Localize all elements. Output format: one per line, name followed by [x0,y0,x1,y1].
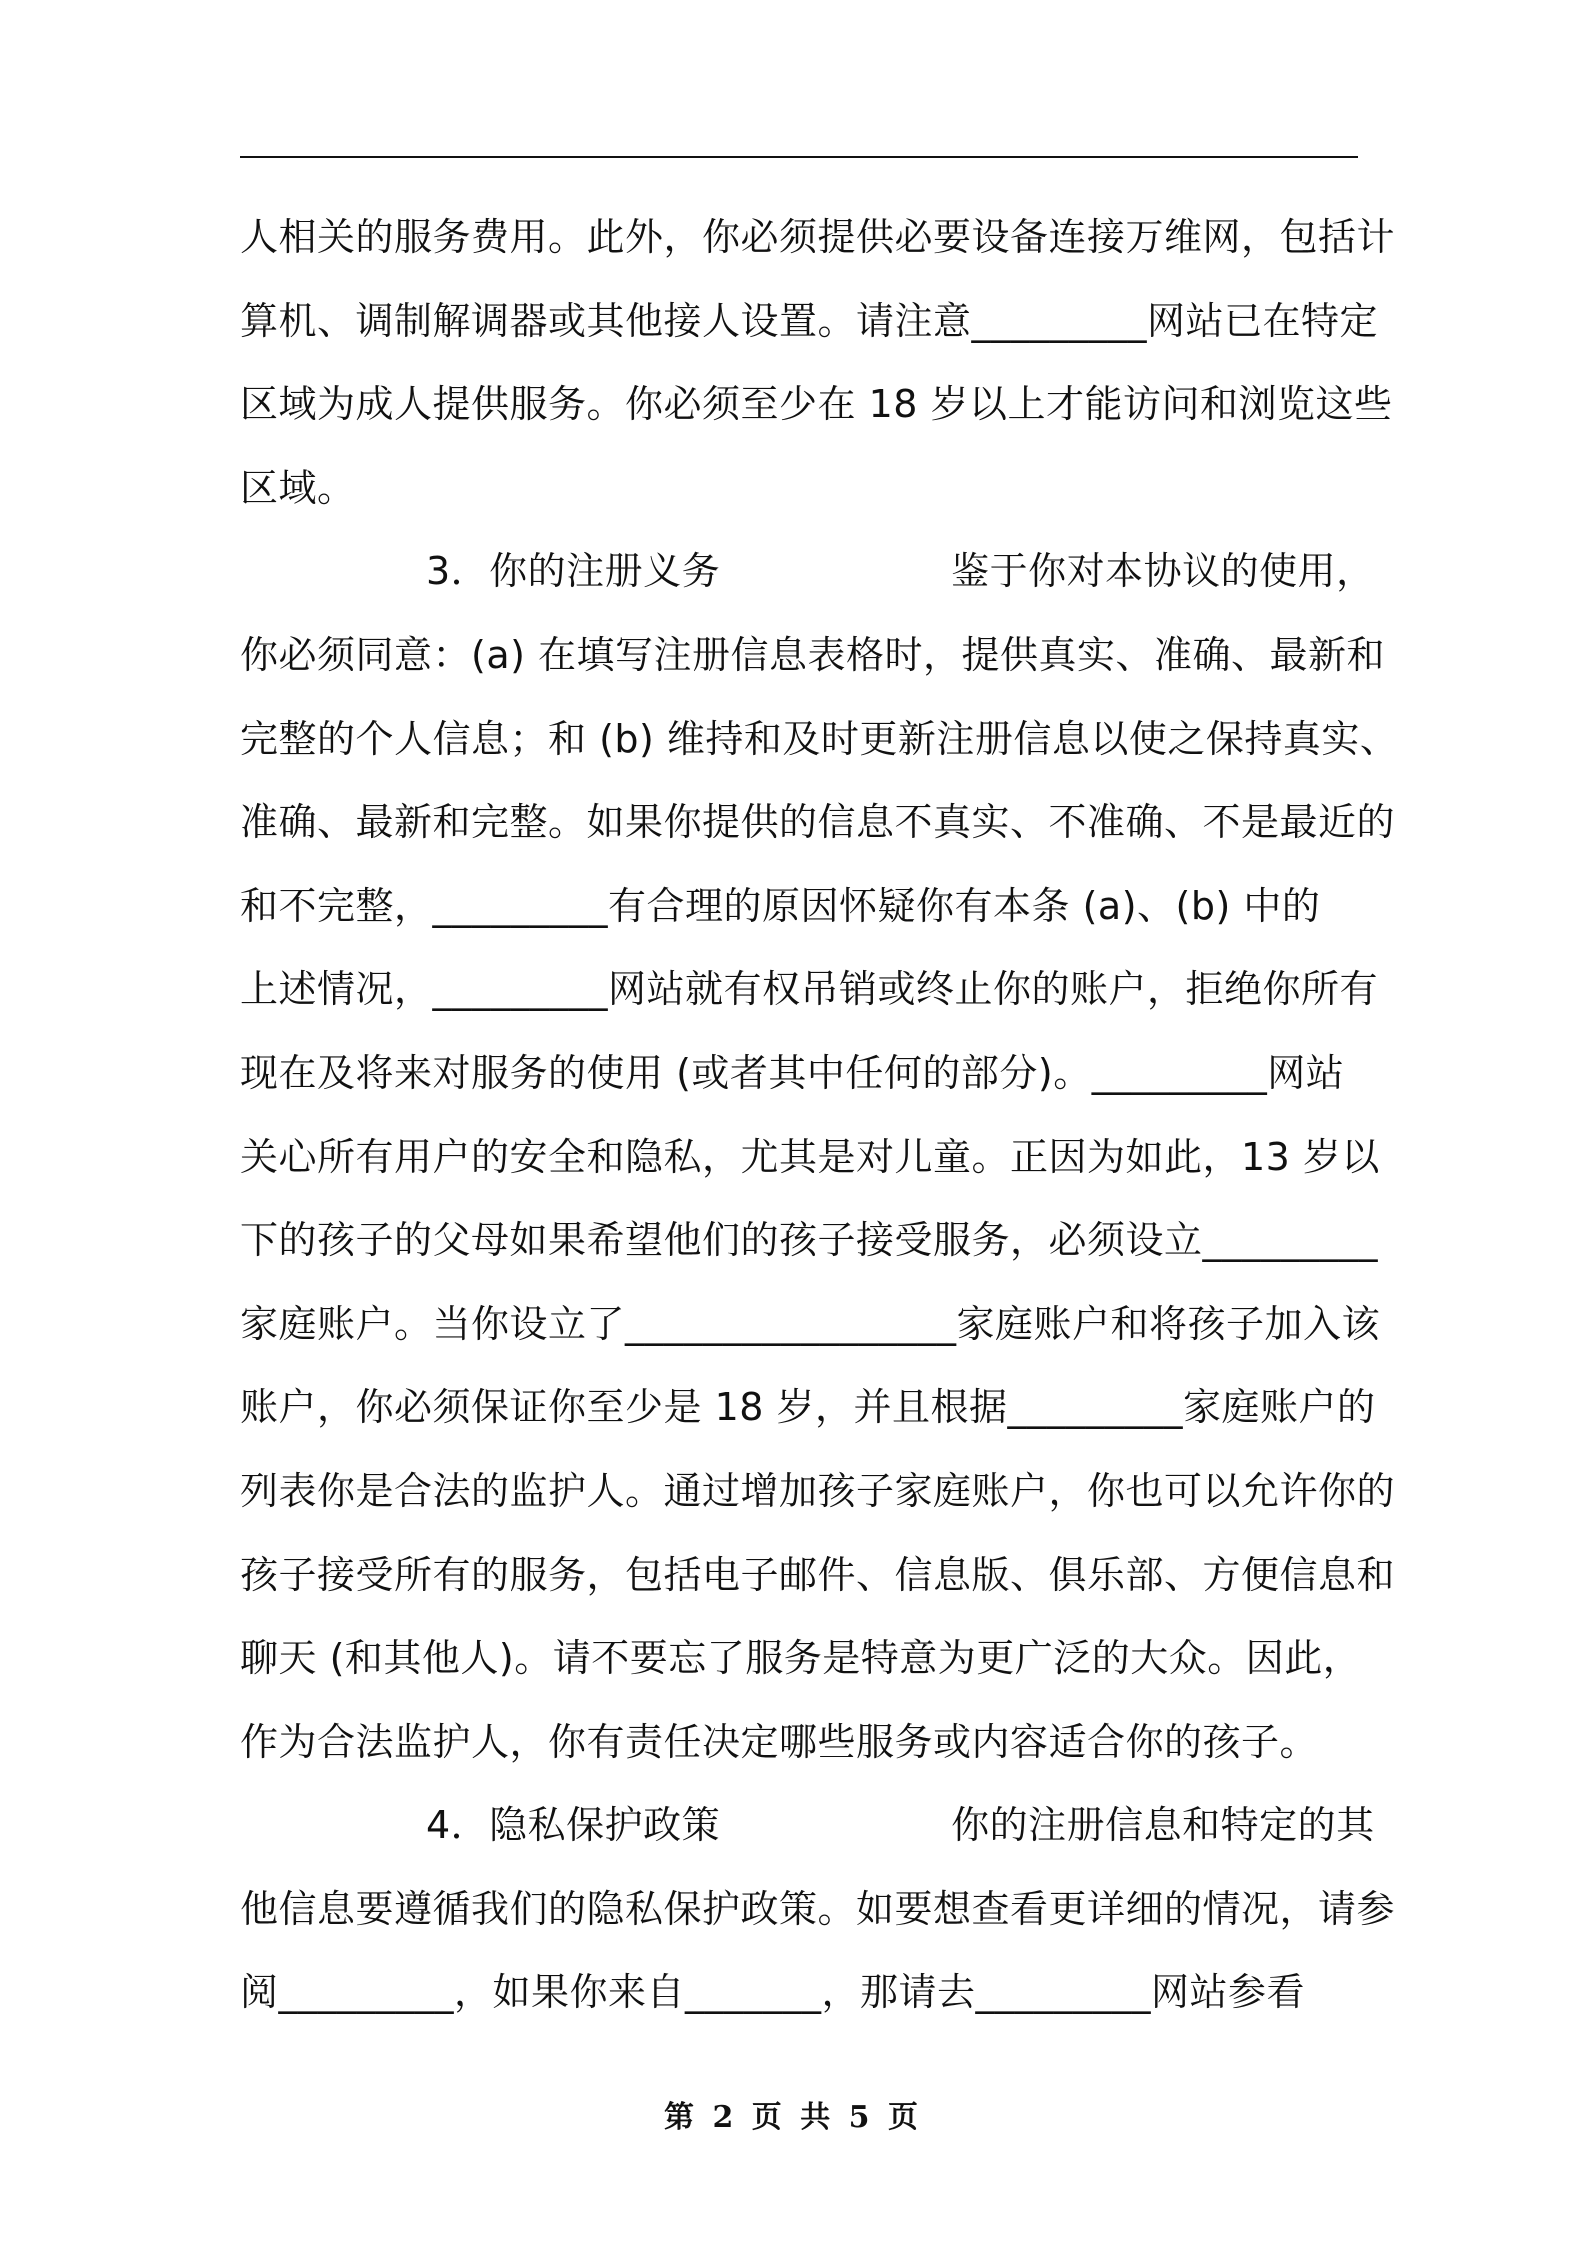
text-line: 作为合法监护人，你有责任决定哪些服务或内容适合你的孩子。 [240,1719,1319,1764]
text-line: 下的孩子的父母如果希望他们的孩子接受服务，必须设立_________ [240,1218,1379,1263]
text-line: 和不完整，_________有合理的原因怀疑你有本条 (a)、(b) 中的 [240,883,1321,928]
text-line: 区域。 [240,465,356,510]
text-line: 算机、调制解调器或其他接人设置。请注意_________网站已在特定 [240,298,1379,343]
text-line: 孩子接受所有的服务，包括电子邮件、信息版、俱乐部、方便信息和 [240,1552,1396,1597]
text-line: 现在及将来对服务的使用 (或者其中任何的部分)。_________网站 [240,1050,1345,1095]
text-line: 列表你是合法的监护人。通过增加孩子家庭账户，你也可以允许你的 [240,1468,1396,1513]
text-line: 聊天 (和其他人)。请不要忘了服务是特意为更广泛的大众。因此， [240,1636,1362,1681]
text-line: 阅_________，如果你来自_______，那请去_________网站参看 [240,1970,1306,2015]
text-line: 他信息要遵循我们的隐私保护政策。如要想查看更详细的情况，请参 [240,1886,1396,1931]
page-number: 第 2 页 共 5 页 [664,2100,922,2135]
document-body [240,196,1399,2035]
text-line: 账户，你必须保证你至少是 18 岁，并且根据_________家庭账户的 [240,1385,1376,1430]
text-line: 家庭账户。当你设立了_________________家庭账户和将孩子加入该 [240,1301,1381,1346]
text-line: 关心所有用户的安全和隐私，尤其是对儿童。正因为如此，13 岁以 [240,1134,1380,1179]
text-line: 完整的个人信息；和 (b) 维持和及时更新注册信息以使之保持真实、 [240,716,1399,761]
text-line: 你必须同意：(a) 在填写注册信息表格时，提供真实、准确、最新和 [240,632,1386,677]
text-line: 区域为成人提供服务。你必须至少在 18 岁以上才能访问和浏览这些 [240,382,1393,427]
section-3-heading-line: 3．你的注册义务 鉴于你对本协议的使用， [426,549,1375,594]
section-4-heading-line: 4．隐私保护政策 你的注册信息和特定的其 [426,1803,1375,1848]
header-rule [240,156,1358,158]
text-line: 人相关的服务费用。此外，你必须提供必要设备连接万维网，包括计 [240,215,1396,259]
text-line: 准确、最新和完整。如果你提供的信息不真实、不准确、不是最近的 [240,800,1396,845]
text-line: 上述情况，_________网站就有权吊销或终止你的账户，拒绝你所有 [240,967,1379,1012]
